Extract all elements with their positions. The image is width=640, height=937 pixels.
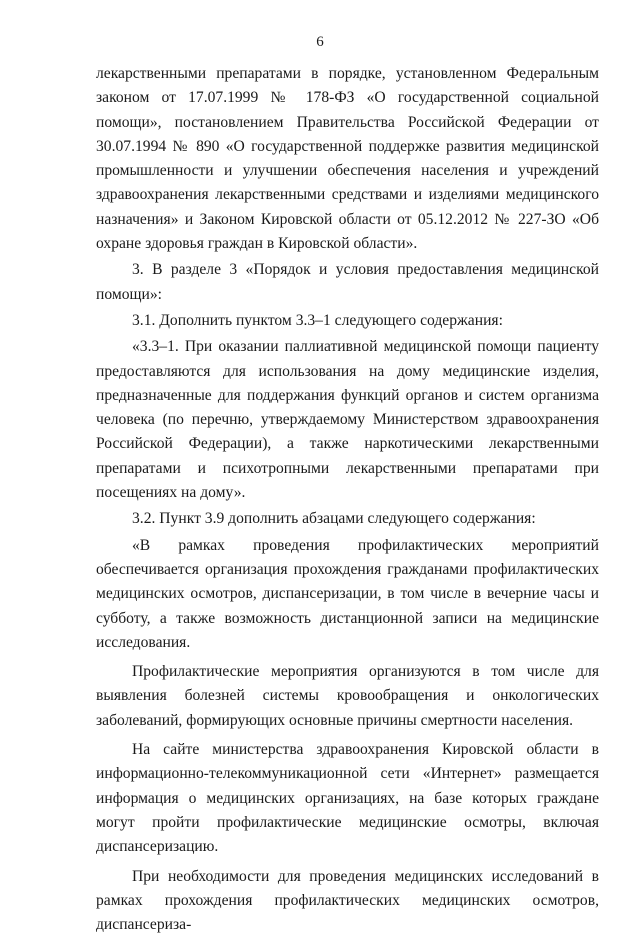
page-number: 6 [0, 33, 640, 51]
paragraph-section-3: 3. В разделе 3 «Порядок и условия предоставления медицинской помощи»: [96, 258, 599, 307]
paragraph-medical-research: При необходимости для проведения медицинских исследований в рамках прохождения профилактических медицинских осмотров, диспансериза- [96, 865, 599, 937]
paragraph-item-3-3-1: «3.3–1. При оказании паллиативной медицинской помощи пациенту предоставляются для использования на дому медицинские изделия, предназначенные для поддержания функций органов и систем организма человека (по перечню, утверждаемому Министерством здравоохранения Российской Федерации), а также наркотическими лекарственными препаратами и психотропными лекарственными препаратами при посещениях на дому». [96, 335, 599, 505]
paragraph-preventive-measures: «В рамках проведения профилактических мероприятий обеспечивается организация прохождения гражданами профилактических медицинских осмотров, диспансеризации, в том числе в вечерние часы и субботу, а также возможность дистанционной записи на медицинские исследования. [96, 534, 599, 655]
paragraph-preventive-organization: Профилактические мероприятия организуются в том числе для выявления болезней системы кровообращения и онкологических заболеваний, формирующих основные причины смертности населения. [96, 660, 599, 733]
paragraph-ministry-website: На сайте министерства здравоохранения Кировской области в информационно-телекоммуникационной сети «Интернет» размещается информация о медицинских организациях, на базе которых граждане могут пройти профилактические медицинские осмотры, включая диспансеризацию. [96, 738, 599, 859]
paragraph-item-3-1: 3.1. Дополнить пунктом 3.3–1 следующего содержания: [96, 309, 599, 333]
paragraph-legal-basis: лекарственными препаратами в порядке, установленном Федеральным законом от 17.07.1999 № 178-ФЗ «О государственной социальной помощи», постановлением Правительства Российской Федерации от 30.07.1994 № 890 «О государственной поддержке развития медицинской промышленности и улучшении обеспечения населения и учреждений здравоохранения лекарственными средствами и изделиями медицинского назначения» и Законом Кировской области от 05.12.2012 № 227-ЗО «Об охране здоровья граждан в Кировской области». [96, 62, 599, 256]
paragraph-item-3-2: 3.2. Пункт 3.9 дополнить абзацами следующего содержания: [96, 507, 599, 531]
document-body [96, 62, 599, 937]
